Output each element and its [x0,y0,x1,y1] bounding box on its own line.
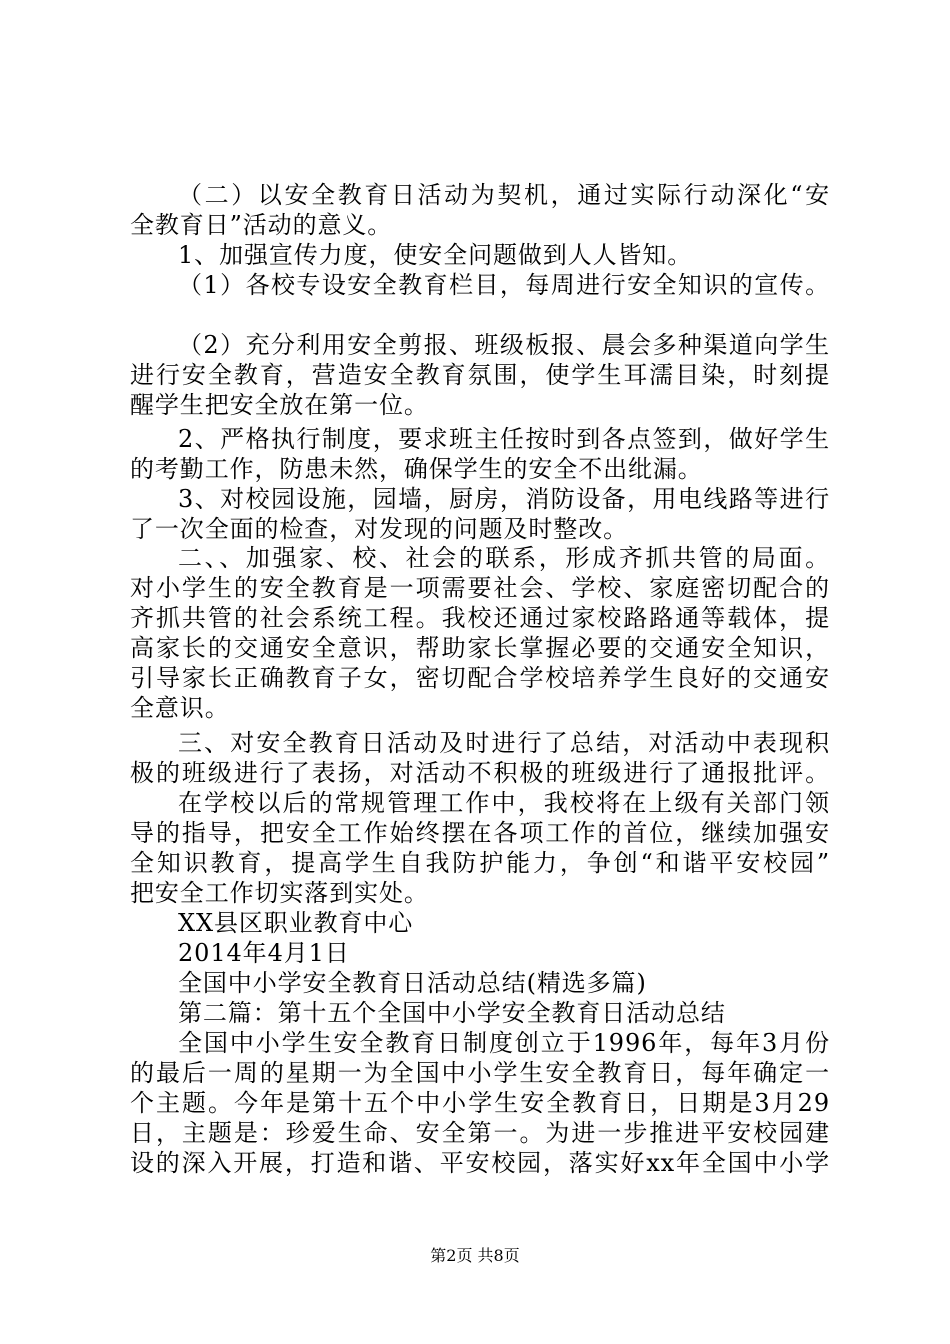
paragraph-line: 3、对校园设施，园墙，厨房，消防设备，用电线路等进行 [178,485,830,513]
paragraph-line: 2、严格执行制度，要求班主任按时到各点签到，做好学生 [178,425,830,453]
paragraph-line: 极的班级进行了表扬，对活动不积极的班级进行了通报批评。 [130,759,830,787]
paragraph-line: 齐抓共管的社会系统工程。我校还通过家校路路通等载体，提 [130,604,830,632]
paragraph-line: （二）以安全教育日活动为契机，通过实际行动深化“安 [178,181,830,209]
paragraph-line: 导的指导，把安全工作始终摆在各项工作的首位，继续加强安 [130,819,830,847]
paragraph-line: 的考勤工作，防患未然，确保学生的安全不出纰漏。 [130,455,703,483]
section-heading: 全国中小学安全教育日活动总结(精选多篇) [178,969,647,997]
paragraph-line: 全知识教育，提高学生自我防护能力，争创“和谐平安校园” [130,849,830,877]
paragraph-line: （1）各校专设安全教育栏目，每周进行安全知识的宣传。 [178,271,830,299]
page-footer: 第2页 共8页 [430,1246,520,1265]
paragraph-line: （2）充分利用安全剪报、班级板报、晨会多种渠道向学生 [178,331,830,359]
paragraph-line: 引导家长正确教育子女，密切配合学校培养学生良好的交通安 [130,664,830,692]
paragraph-line: 了一次全面的检查，对发现的问题及时整改。 [130,515,628,543]
paragraph-line: 二、、加强家、校、社会的联系，形成齐抓共管的局面。 [178,544,830,572]
paragraph-line: 全教育日”活动的意义。 [130,211,393,239]
signature-date: 2014年4月1日 [178,939,350,967]
paragraph-line: 设的深入开展，打造和谐、平安校园，落实好xx年全国中小学 [130,1149,830,1177]
paragraph-line: 的最后一周的星期一为全国中小学生安全教育日，每年确定一 [130,1059,830,1087]
paragraph-line: 三、对安全教育日活动及时进行了总结，对活动中表现积 [178,729,830,757]
paragraph-line: 对小学生的安全教育是一项需要社会、学校、家庭密切配合的 [130,574,830,602]
paragraph-line: 醒学生把安全放在第一位。 [130,391,429,419]
paragraph-line: 1、加强宣传力度，使安全问题做到人人皆知。 [178,241,693,269]
paragraph-line: 把安全工作切实落到实处。 [130,879,429,907]
paragraph-line: 高家长的交通安全意识，帮助家长掌握必要的交通安全知识， [130,634,830,662]
section-heading: 第二篇：第十五个全国中小学安全教育日活动总结 [178,999,726,1027]
paragraph-line: 在学校以后的常规管理工作中，我校将在上级有关部门领 [178,789,830,817]
paragraph-line: 全意识。 [130,694,230,722]
paragraph-line: 日，主题是：珍爱生命、安全第一。为进一步推进平安校园建 [130,1119,830,1147]
paragraph-line: 全国中小学生安全教育日制度创立于1996年，每年3月份 [178,1029,830,1057]
paragraph-line: 进行安全教育，营造安全教育氛围，使学生耳濡目染，时刻提 [130,361,830,389]
paragraph-line: 个主题。今年是第十五个中小学生安全教育日，日期是3月29 [130,1089,830,1117]
signature-organization: XX县区职业教育中心 [178,909,414,937]
